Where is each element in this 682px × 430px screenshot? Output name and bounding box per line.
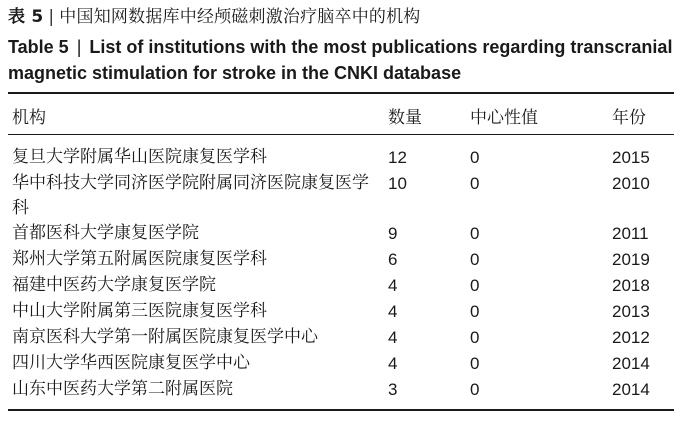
cell-centrality: 0 — [470, 328, 480, 347]
header-institution: 机构 — [12, 108, 46, 128]
table-row — [8, 299, 674, 325]
caption-separator: | — [48, 7, 55, 27]
cell-centrality: 0 — [470, 302, 480, 321]
cell-year: 2015 — [612, 148, 650, 167]
cell-institution: 郑州大学第五附属医院康复医学科 — [12, 249, 267, 269]
chinese-caption-text: 中国知网数据库中经颅磁刺激治疗脑卒中的机构 — [59, 7, 421, 27]
table-row — [8, 273, 674, 299]
cell-count: 4 — [388, 354, 398, 373]
header-centrality: 中心性值 — [470, 108, 538, 128]
cell-count: 3 — [388, 380, 398, 399]
cell-institution: 山东中医药大学第二附属医院 — [12, 379, 233, 399]
institutions-table — [8, 92, 674, 411]
cell-centrality: 0 — [470, 224, 480, 243]
cell-institution: 中山大学附属第三医院康复医学科 — [12, 301, 267, 321]
table-body — [8, 135, 674, 409]
cell-count: 10 — [388, 174, 407, 193]
cell-count: 9 — [388, 224, 398, 243]
cell-count: 4 — [388, 302, 398, 321]
chinese-caption — [8, 4, 674, 31]
caption-separator-en: | — [76, 37, 82, 57]
cell-institution: 福建中医药大学康复医学院 — [12, 275, 216, 295]
cell-centrality: 0 — [470, 380, 480, 399]
cell-count: 12 — [388, 148, 407, 167]
english-caption-text: List of institutions with the most publications regarding transcranial magnetic stimulation for stroke in the CNKI database — [8, 37, 673, 83]
chinese-table-number: 表 5 — [8, 7, 44, 27]
cell-year: 2014 — [612, 354, 650, 373]
cell-year: 2012 — [612, 328, 650, 347]
cell-year: 2010 — [612, 174, 650, 193]
table-caption-block — [8, 4, 674, 399]
table-row — [8, 325, 674, 351]
table-row — [8, 171, 674, 221]
table-row — [8, 351, 674, 377]
cell-centrality: 0 — [470, 174, 480, 193]
english-caption — [8, 34, 674, 86]
table-row — [8, 145, 674, 171]
cell-count: 6 — [388, 250, 398, 269]
cell-centrality: 0 — [470, 148, 480, 167]
cell-count: 4 — [388, 328, 398, 347]
cell-centrality: 0 — [470, 276, 480, 295]
table-row — [8, 377, 674, 403]
header-year: 年份 — [612, 108, 646, 128]
cell-institution: 华中科技大学同济医学院附属同济医院康复医学科 — [12, 173, 369, 218]
table-row — [8, 221, 674, 247]
cell-year: 2013 — [612, 302, 650, 321]
english-table-number: Table 5 — [8, 37, 69, 57]
cell-institution: 四川大学华西医院康复医学中心 — [12, 353, 250, 373]
cell-centrality: 0 — [470, 250, 480, 269]
cell-year: 2014 — [612, 380, 650, 399]
cell-institution: 首都医科大学康复医学院 — [12, 223, 199, 243]
cell-count: 4 — [388, 276, 398, 295]
cell-year: 2018 — [612, 276, 650, 295]
table-row — [8, 247, 674, 273]
table-header-row — [8, 94, 674, 135]
cell-year: 2011 — [612, 224, 649, 243]
header-count: 数量 — [388, 108, 422, 128]
cell-centrality: 0 — [470, 354, 480, 373]
cell-year: 2019 — [612, 250, 650, 269]
cell-institution: 复旦大学附属华山医院康复医学科 — [12, 147, 267, 167]
cell-institution: 南京医科大学第一附属医院康复医学中心 — [12, 327, 318, 347]
